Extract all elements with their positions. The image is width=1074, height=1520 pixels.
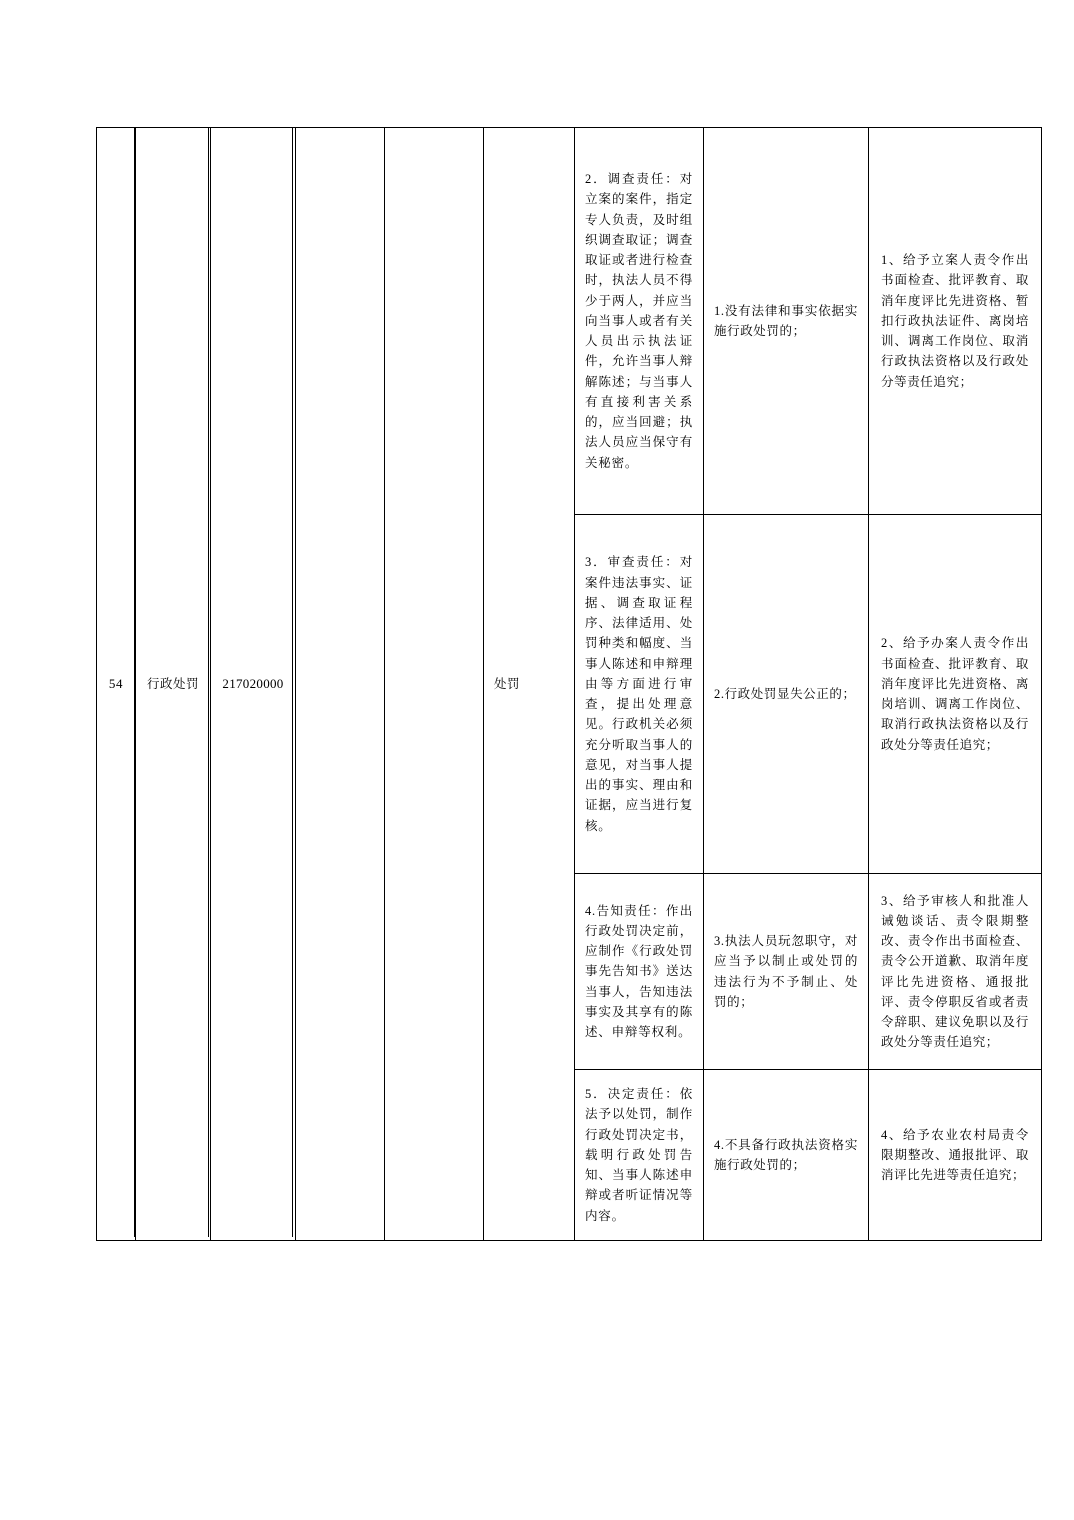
cell-duty-2	[575, 515, 704, 874]
cell-item-3	[704, 874, 869, 1070]
account-text: 1、给予立案人责令作出书面检查、批评教育、取消年度评比先进资格、暂扣行政执法证件、离岗培训、调离工作岗位、取消行政执法资格以及行政处分等责任追究；	[881, 253, 1029, 389]
cell-account-1	[869, 128, 1042, 515]
responsibility-table	[96, 127, 1042, 1241]
cell-code	[211, 128, 296, 1241]
table-row	[97, 128, 1042, 515]
item-text: 3.执法人员玩忽职守，对应当予以制止或处罚的违法行为不予制止、处罚的；	[714, 934, 858, 1009]
account-text: 2、给予办案人责令作出书面检查、批评教育、取消年度评比先进资格、离岗培训、调离工作岗位、取消行政执法资格以及行政处分等责任追究；	[881, 636, 1029, 752]
cell-gap	[385, 128, 484, 1241]
duty-text: 5．决定责任：依法予以处罚，制作行政处罚决定书，载明行政处罚告知、当事人陈述申辩或者听证情况等内容。	[585, 1087, 693, 1223]
duty-text: 3．审查责任：对案件违法事实、证据、调查取证程序、法律适用、处罚种类和幅度、当事人陈述和申辩理由等方面进行审查，提出处理意见。行政机关必须充分听取当事人的意见，对当事人提出的事实、理由和证据，应当进行复核。	[585, 555, 693, 833]
serial-number-text: 54	[108, 675, 124, 691]
cell-account-3	[869, 874, 1042, 1070]
category-text: 行政处罚	[146, 677, 199, 691]
item-text: 1.没有法律和事实依据实施行政处罚的；	[714, 303, 858, 338]
cell-duty-1	[575, 128, 704, 515]
item-text: 2.行政处罚显失公正的；	[714, 686, 856, 701]
cell-category	[136, 128, 211, 1241]
cell-item-2	[704, 515, 869, 874]
stage-label-text: 处罚	[494, 677, 521, 691]
cell-stage	[484, 128, 575, 1241]
cell-duty-4	[575, 1070, 704, 1241]
account-text: 4、给予农业农村局责令限期整改、通报批评、取消评比先进等责任追究；	[881, 1127, 1029, 1183]
item-text: 4.不具备行政执法资格实施行政处罚的；	[714, 1137, 858, 1172]
cell-blank	[296, 128, 385, 1241]
cell-item-1	[704, 128, 869, 515]
cell-item-4	[704, 1070, 869, 1241]
code-text: 217020000	[222, 675, 284, 691]
cell-duty-3	[575, 874, 704, 1070]
duty-text: 2．调查责任：对立案的案件，指定专人负责，及时组织调查取证；调查取证或者进行检查时，执法人员不得少于两人，并应当向当事人或者有关人员出示执法证件，允许当事人辩解陈述；与当事人有直接利害关系的，应当回避；执法人员应当保守有关秘密。	[585, 172, 693, 470]
cell-account-4	[869, 1070, 1042, 1241]
duty-text: 4.告知责任：作出行政处罚决定前，应制作《行政处罚事先告知书》送达当事人，告知违法事实及其享有的陈述、申辩等权利。	[585, 903, 693, 1040]
cell-serial-number	[97, 128, 136, 1241]
blank-text	[296, 678, 384, 690]
cell-account-2	[869, 515, 1042, 874]
account-text: 3、给予审核人和批准人诫勉谈话、责令限期整改、责令作出书面检查、责令公开道歉、取消年度评比先进资格、通报批评、责令停职反省或者责令辞职、建议免职以及行政处分等责任追究；	[881, 893, 1029, 1050]
